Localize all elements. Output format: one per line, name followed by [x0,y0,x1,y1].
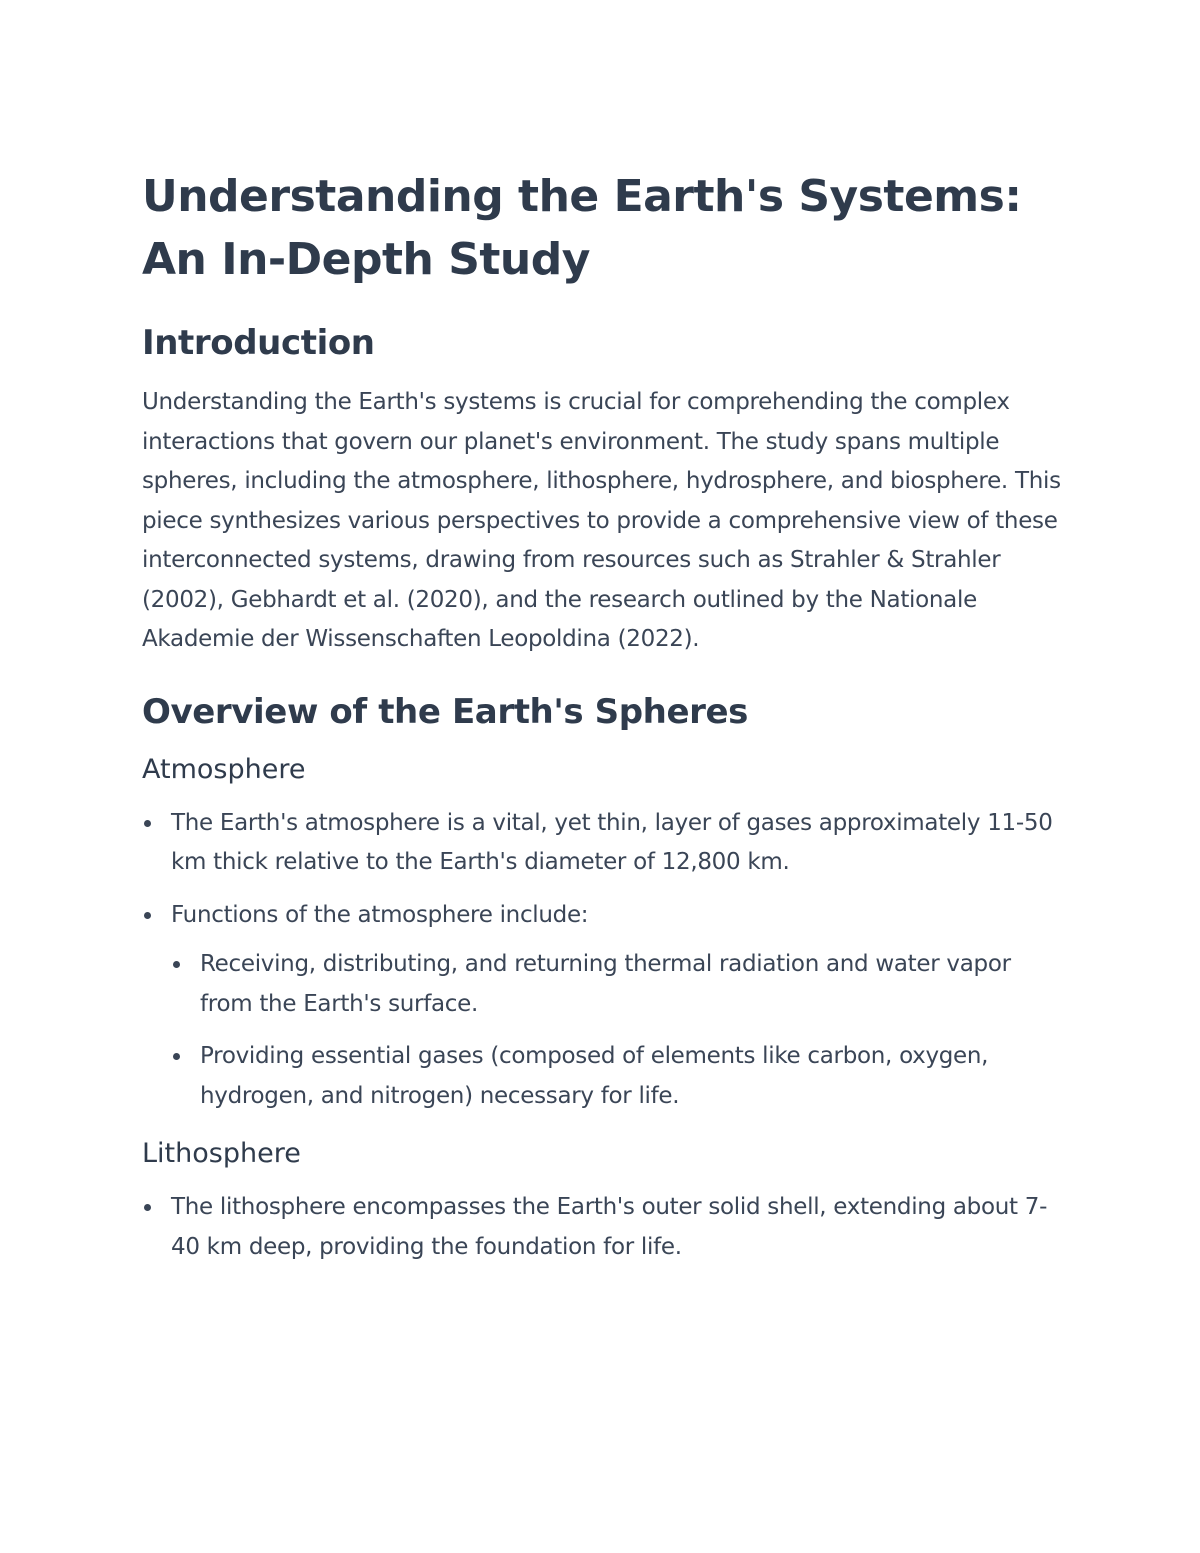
list-item-text: Receiving, distributing, and returning thermal radiation and water vapor from the Earth's surface. [200,951,1011,1017]
atmosphere-heading: Atmosphere [142,753,306,785]
bullet-icon [144,820,151,827]
list-item-text: Functions of the atmosphere include: [171,901,589,928]
bullet-icon [173,961,180,968]
introduction-paragraph: Understanding the Earth's systems is crucial for comprehending the complex interactions that govern our planet's environment. The study spans multiple spheres, including the atmosphere, lithosphere, hydrosphere, and biosphere. This piece synthesizes various perspectives to provide a comprehensive view of these interconnected systems, drawing from resources such as Strahler & Strahler (2002), Gebhardt et al. (2020), and the research outlined by the Nationale Akademie der Wissenschaften Leopoldina (2022). [142,389,1061,652]
document-title: Understanding the Earth's Systems: An In-Depth Study [142,171,1022,285]
list-item [142,1188,1067,1267]
lithosphere-list [142,1188,1067,1267]
bullet-icon [144,1204,151,1211]
list-item [142,896,1067,1117]
atmosphere-list [142,804,1067,1117]
list-item-text: The lithosphere encompasses the Earth's outer solid shell, extending about 7-40 km deep, providing the foundation for life. [171,1194,1048,1260]
lithosphere-heading: Lithosphere [142,1138,301,1169]
bullet-icon [173,1053,180,1060]
document-page [142,165,1067,1280]
overview-heading: Overview of the Earth's Spheres [142,691,748,732]
bullet-icon [144,912,151,919]
list-item-text: Providing essential gases (composed of elements like carbon, oxygen, hydrogen, and nitrogen) necessary for life. [200,1043,989,1109]
list-item [171,1037,1067,1116]
list-item [142,804,1067,883]
list-item-text: The Earth's atmosphere is a vital, yet thin, layer of gases approximately 11-50 km thick relative to the Earth's diameter of 12,800 km. [171,809,1053,875]
list-item [171,945,1067,1024]
atmosphere-functions-list [171,945,1067,1116]
introduction-heading: Introduction [142,323,375,363]
